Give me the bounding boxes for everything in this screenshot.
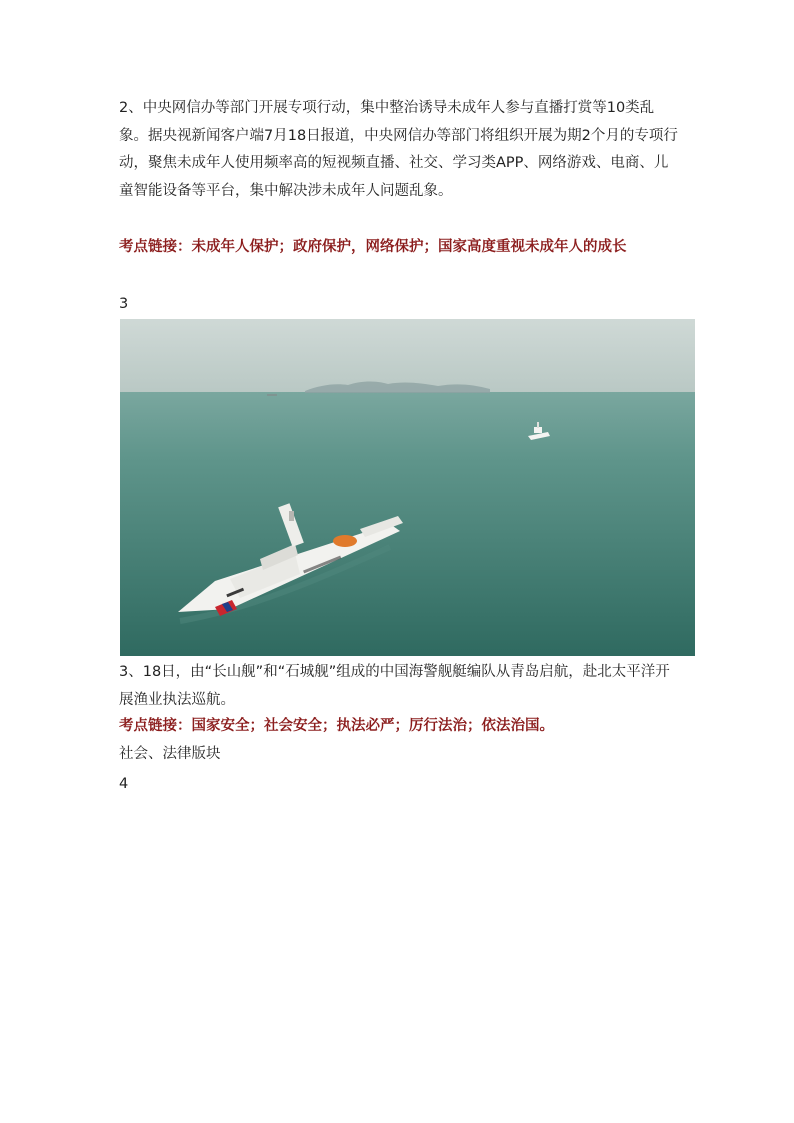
item-3-number: 3 (119, 296, 129, 312)
coast-guard-ship-photo (120, 319, 695, 656)
item-2-paragraph: 2、中央网信办等部门开展专项行动，集中整治诱导未成年人参与直播打赏等10类乱象。据央视新闻客户端7月18日报道，中央网信办等部门将组织开展为期2个月的专项行动，聚焦未成年人使用频率高的短视频直播、社交、学习类APP、网络游戏、电商、儿童智能设备等平台，集中解决涉未成年人问题乱象。 (119, 100, 678, 199)
item-2-keypoints: 考点链接：未成年人保护；政府保护，网络保护；国家高度重视未成年人的成长 (119, 239, 627, 255)
section-label: 社会、法律版块 (119, 746, 221, 762)
distant-boat (267, 394, 277, 396)
item-3-paragraph: 3、18日，由“长山舰”和“石城舰”组成的中国海警舰艇编队从青岛启航，赴北太平洋开展渔业执法巡航。 (119, 664, 670, 708)
ship-photo-svg (120, 319, 695, 656)
item-4-number: 4 (119, 776, 129, 792)
item-3-keypoints: 考点链接：国家安全；社会安全；执法必严；厉行法治；依法治国。 (119, 718, 554, 734)
